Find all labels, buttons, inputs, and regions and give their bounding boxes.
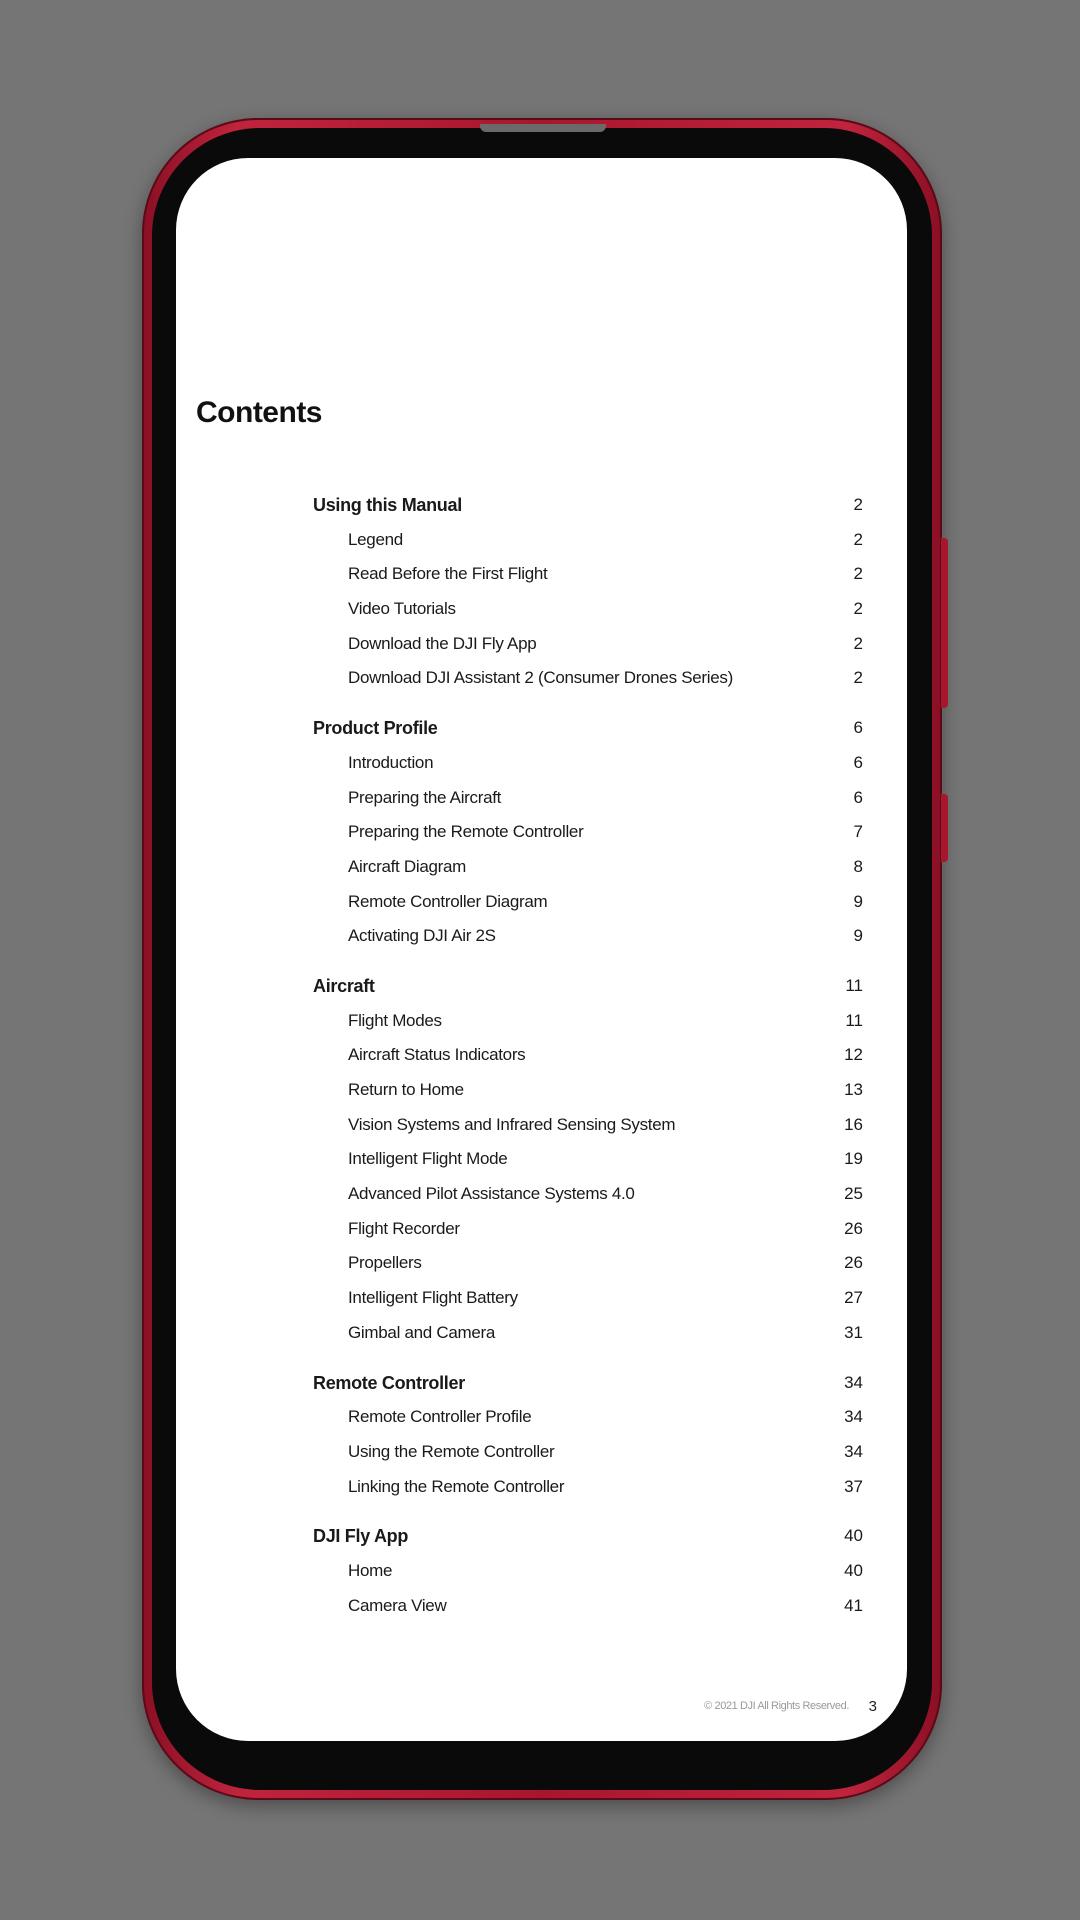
toc-entry-page: 40 <box>844 1560 863 1580</box>
toc-entry-page: 37 <box>844 1476 863 1496</box>
toc-entry-label: Preparing the Remote Controller <box>348 822 584 842</box>
toc-entry-label: Camera View <box>348 1595 447 1615</box>
toc-entry-page: 25 <box>844 1184 863 1204</box>
toc-items <box>313 523 863 696</box>
toc-entry-page: 34 <box>844 1407 863 1427</box>
toc-entry-label: Home <box>348 1560 393 1580</box>
toc-items <box>313 1004 863 1351</box>
toc-entry[interactable] <box>313 1038 863 1073</box>
toc-entry-label: Introduction <box>348 752 434 772</box>
toc-entry-page: 2 <box>853 633 863 653</box>
toc-entry-page: 26 <box>844 1218 863 1238</box>
toc-entry[interactable] <box>313 661 863 696</box>
toc-entry-label: Flight Modes <box>348 1010 442 1030</box>
toc-entry[interactable] <box>313 1400 863 1435</box>
toc-items <box>313 1554 863 1623</box>
toc-entry-page: 16 <box>844 1114 863 1134</box>
toc-entry-page: 27 <box>844 1288 863 1308</box>
toc-entry-label: Advanced Pilot Assistance Systems 4.0 <box>348 1184 635 1204</box>
toc-entry-page: 11 <box>845 1010 863 1030</box>
toc-entry-label: Using the Remote Controller <box>348 1441 555 1461</box>
phone-speaker <box>480 124 606 132</box>
toc-entry-label: Activating DJI Air 2S <box>348 926 496 946</box>
toc-entry[interactable] <box>313 1212 863 1247</box>
toc-entry[interactable] <box>313 1554 863 1589</box>
toc-entry[interactable] <box>313 592 863 627</box>
toc-section-heading[interactable] <box>313 488 863 523</box>
toc-entry-page: 34 <box>844 1441 863 1461</box>
toc-entry-label: Download DJI Assistant 2 (Consumer Drones Series) <box>348 668 733 688</box>
toc-section <box>313 1366 863 1505</box>
table-of-contents <box>313 488 863 1638</box>
toc-section-title: Aircraft <box>313 975 375 996</box>
toc-entry-label: Gimbal and Camera <box>348 1322 496 1342</box>
toc-section-title: Using this Manual <box>313 495 462 515</box>
page-title: Contents <box>196 396 322 429</box>
toc-entry-label: Vision Systems and Infrared Sensing System <box>348 1114 676 1134</box>
toc-entry[interactable] <box>313 919 863 954</box>
page-number: 3 <box>868 1698 877 1715</box>
toc-entry-label: Aircraft Status Indicators <box>348 1045 526 1065</box>
toc-section-title: Remote Controller <box>313 1372 465 1393</box>
toc-entry-page: 2 <box>853 599 863 619</box>
toc-entry[interactable] <box>313 815 863 850</box>
toc-section-heading[interactable] <box>313 1366 863 1401</box>
toc-entry-page: 26 <box>844 1253 863 1273</box>
volume-button <box>941 794 948 862</box>
toc-entry-label: Aircraft Diagram <box>348 856 467 876</box>
toc-entry-page: 12 <box>844 1045 863 1065</box>
toc-entry-label: Return to Home <box>348 1080 464 1099</box>
toc-entry-page: 13 <box>844 1080 863 1099</box>
toc-entry[interactable] <box>313 746 863 781</box>
document-page[interactable] <box>176 158 907 1741</box>
toc-entry-page: 9 <box>853 926 863 946</box>
toc-section-page: 34 <box>844 1372 863 1392</box>
toc-section-heading[interactable] <box>313 1519 863 1554</box>
toc-entry[interactable] <box>313 1142 863 1177</box>
copyright-text: © 2021 DJI All Rights Reserved. <box>704 1700 849 1712</box>
toc-entry-page: 6 <box>853 787 863 807</box>
toc-entry-label: Read Before the First Flight <box>348 564 548 584</box>
toc-entry-label: Intelligent Flight Battery <box>348 1288 518 1308</box>
toc-entry-page: 2 <box>853 668 863 688</box>
toc-section-title: DJI Fly App <box>313 1526 409 1547</box>
toc-entry[interactable] <box>313 1073 863 1108</box>
toc-entry-label: Download the DJI Fly App <box>348 633 537 653</box>
toc-entry-page: 8 <box>853 856 863 876</box>
toc-section-title: Product Profile <box>313 718 438 739</box>
toc-entry-page: 6 <box>853 752 863 772</box>
toc-entry[interactable] <box>313 1108 863 1143</box>
toc-entry[interactable] <box>313 523 863 558</box>
toc-entry-page: 9 <box>853 891 863 911</box>
toc-items <box>313 746 863 954</box>
toc-items <box>313 1400 863 1504</box>
toc-section <box>313 969 863 1351</box>
toc-entry-label: Preparing the Aircraft <box>348 787 502 807</box>
toc-entry[interactable] <box>313 1004 863 1039</box>
toc-section-page: 2 <box>853 495 863 514</box>
toc-entry[interactable] <box>313 1470 863 1505</box>
toc-entry-label: Flight Recorder <box>348 1218 460 1238</box>
toc-section-heading[interactable] <box>313 969 863 1004</box>
toc-entry-page: 7 <box>853 822 863 842</box>
toc-entry-label: Video Tutorials <box>348 599 456 619</box>
toc-section-page: 11 <box>845 975 863 995</box>
toc-section-heading[interactable] <box>313 711 863 746</box>
toc-entry-label: Propellers <box>348 1253 422 1273</box>
toc-entry[interactable] <box>313 1589 863 1624</box>
toc-entry-page: 31 <box>844 1322 863 1342</box>
toc-section <box>313 488 863 696</box>
toc-entry[interactable] <box>313 1281 863 1316</box>
toc-entry[interactable] <box>313 1435 863 1470</box>
toc-entry[interactable] <box>313 1316 863 1351</box>
toc-entry-page: 19 <box>844 1149 863 1169</box>
page-footer <box>176 1698 907 1718</box>
toc-entry[interactable] <box>313 627 863 662</box>
toc-entry[interactable] <box>313 781 863 816</box>
toc-entry-page: 2 <box>853 564 863 584</box>
power-button <box>941 538 948 708</box>
toc-entry-page: 2 <box>853 529 863 549</box>
toc-entry[interactable] <box>313 850 863 885</box>
toc-entry-label: Intelligent Flight Mode <box>348 1149 508 1169</box>
toc-entry[interactable] <box>313 885 863 920</box>
toc-section <box>313 1519 863 1623</box>
toc-entry-label: Remote Controller Diagram <box>348 891 548 911</box>
toc-section-page: 6 <box>853 718 863 738</box>
toc-entry-page: 41 <box>844 1595 863 1615</box>
toc-entry[interactable] <box>313 1177 863 1212</box>
toc-section <box>313 711 863 954</box>
toc-entry-label: Linking the Remote Controller <box>348 1476 565 1496</box>
toc-entry[interactable] <box>313 557 863 592</box>
toc-entry-label: Legend <box>348 529 403 549</box>
toc-entry-label: Remote Controller Profile <box>348 1407 532 1427</box>
toc-entry[interactable] <box>313 1246 863 1281</box>
toc-section-page: 40 <box>844 1526 863 1546</box>
